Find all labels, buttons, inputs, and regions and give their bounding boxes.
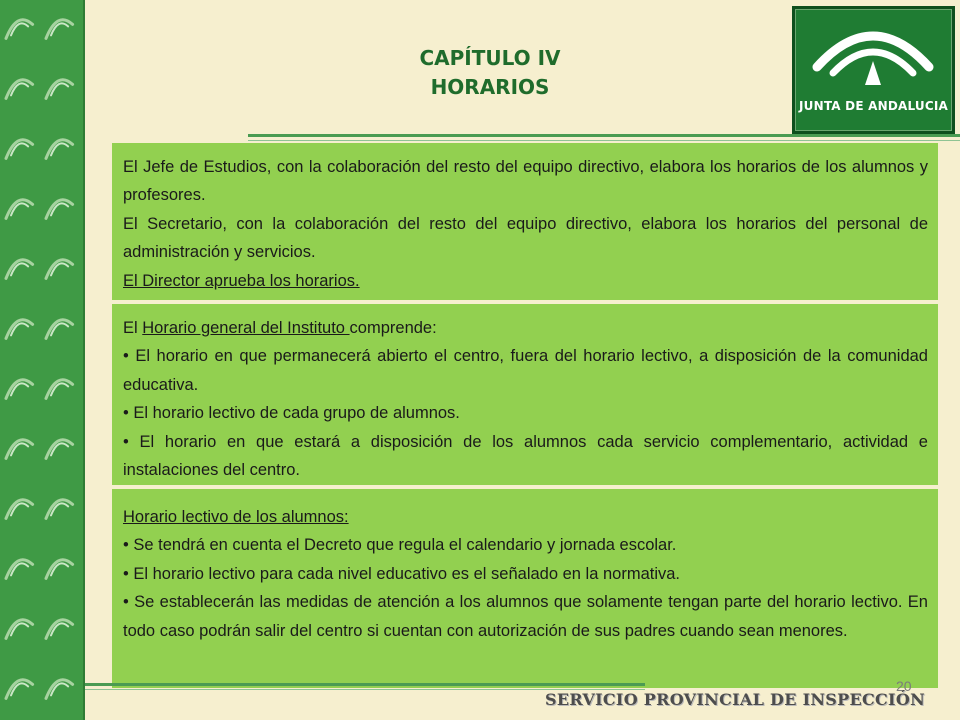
decorative-arc-icon bbox=[6, 20, 33, 39]
decorative-arc-icon bbox=[46, 140, 73, 159]
decorative-arc-pattern bbox=[0, 0, 83, 720]
section-horario-general bbox=[112, 304, 938, 485]
page-number: 20 bbox=[896, 678, 912, 694]
decorative-arc-icon bbox=[46, 440, 73, 459]
decorative-arc-icon bbox=[6, 380, 33, 399]
decorative-arc-icon bbox=[6, 260, 33, 279]
horario-lectivo-heading: Horario lectivo de los alumnos: bbox=[123, 508, 349, 526]
decorative-arc-icon bbox=[6, 560, 33, 579]
list-item: • El horario lectivo para cada nivel educativo es el señalado en la normativa. bbox=[123, 564, 681, 583]
decorative-arc-icon bbox=[6, 140, 33, 159]
page-title bbox=[330, 44, 650, 102]
chapter-title: HORARIOS bbox=[430, 75, 550, 99]
junta-de-andalucia-logo-icon bbox=[792, 6, 955, 134]
paragraph-director: El Director aprueba los horarios. bbox=[123, 271, 360, 290]
section-horario-lectivo bbox=[112, 489, 938, 688]
decorative-arc-icon bbox=[6, 620, 33, 639]
decorative-arc-icon bbox=[46, 20, 73, 39]
chapter-label: CAPÍTULO IV bbox=[419, 46, 561, 70]
decorative-arc-icon bbox=[6, 680, 33, 699]
decorative-arc-icon bbox=[46, 80, 73, 99]
decorative-arc-icon bbox=[46, 380, 73, 399]
decorative-arc-icon bbox=[6, 320, 33, 339]
left-decorative-band bbox=[0, 0, 83, 720]
list-item: • Se tendrá en cuenta el Decreto que regula el calendario y jornada escolar. bbox=[123, 536, 677, 555]
intro-prefix: El bbox=[123, 319, 143, 337]
decorative-arc-icon bbox=[46, 560, 73, 579]
decorative-arc-icon bbox=[46, 200, 73, 219]
list-item: • Se establecerán las medidas de atención a los alumnos que solamente tengan parte del horario lectivo. En todo caso podrán salir del centro si cuentan con autorización de sus padres cuando sean menores. bbox=[123, 593, 928, 640]
decorative-arc-icon bbox=[46, 680, 73, 699]
bottom-divider bbox=[85, 683, 645, 686]
decorative-arc-icon bbox=[6, 500, 33, 519]
intro-suffix: comprende: bbox=[349, 319, 437, 337]
top-divider-thin bbox=[248, 140, 960, 141]
decorative-arc-icon bbox=[6, 80, 33, 99]
section-responsibilities bbox=[112, 143, 938, 300]
list-item: • El horario lectivo de cada grupo de alumnos. bbox=[123, 404, 460, 423]
decorative-arc-icon bbox=[6, 200, 33, 219]
list-item: • El horario en que estará a disposición de los alumnos cada servicio complementario, actividad e instalaciones del centro. bbox=[123, 432, 928, 480]
decorative-arc-icon bbox=[6, 440, 33, 459]
intro-underlined: Horario general del Instituto bbox=[142, 319, 350, 337]
horario-general-intro bbox=[123, 314, 928, 342]
decorative-arc-icon bbox=[46, 500, 73, 519]
paragraph-secretario: El Secretario, con la colaboración del resto del equipo directivo, elabora los horarios del personal de administración y servicios. bbox=[123, 214, 928, 262]
decorative-arc-icon bbox=[46, 260, 73, 279]
decorative-arc-icon bbox=[46, 320, 73, 339]
decorative-arc-icon bbox=[46, 620, 73, 639]
left-band-edge bbox=[83, 0, 85, 720]
logo-text: JUNTA DE ANDALUCIA bbox=[798, 99, 948, 113]
top-divider bbox=[248, 134, 960, 137]
list-item: • El horario en que permanecerá abierto el centro, fuera del horario lectivo, a disposición de la comunidad educativa. bbox=[123, 347, 928, 394]
paragraph-jefe-estudios: El Jefe de Estudios, con la colaboración del resto del equipo directivo, elabora los horarios de los alumnos y profesores. bbox=[123, 158, 928, 205]
footer-text: SERVICIO PROVINCIAL DE INSPECCIÓN bbox=[545, 690, 926, 709]
